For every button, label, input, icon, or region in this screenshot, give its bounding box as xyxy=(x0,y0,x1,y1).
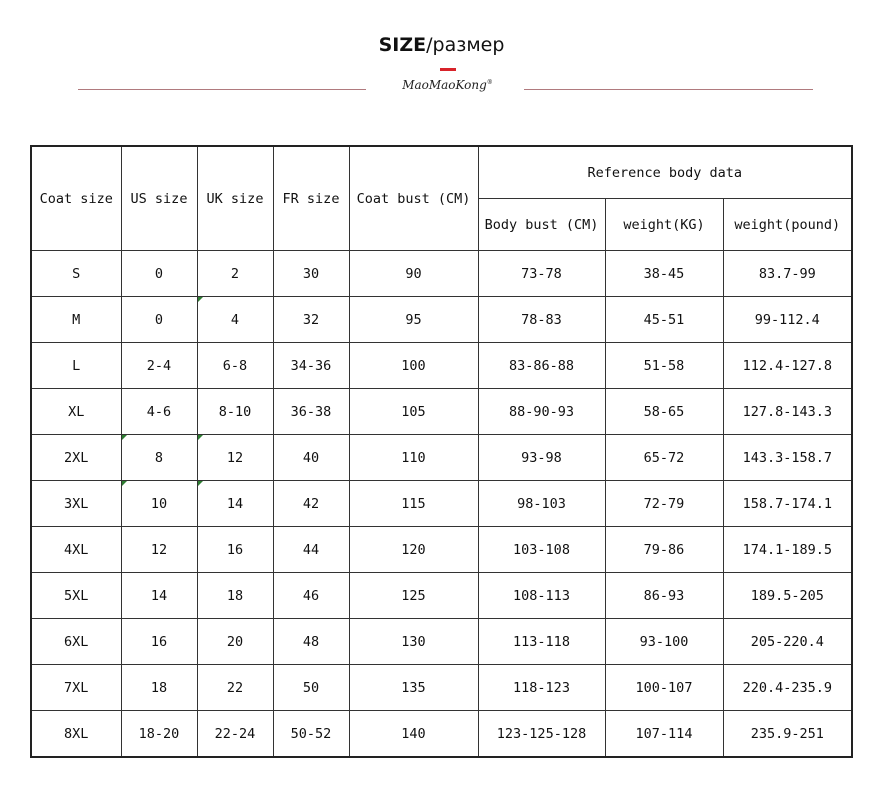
cell-coat-size: S xyxy=(31,251,121,297)
cell-coat-bust: 120 xyxy=(349,527,478,573)
cell-uk-size: 14 xyxy=(197,481,273,527)
left-divider xyxy=(78,89,366,90)
cell-coat-bust: 115 xyxy=(349,481,478,527)
header-fr-size: FR size xyxy=(273,146,349,251)
cell-weight-pound: 174.1-189.5 xyxy=(723,527,852,573)
cell-coat-bust: 105 xyxy=(349,389,478,435)
cell-coat-size: 8XL xyxy=(31,711,121,758)
right-divider xyxy=(524,89,813,90)
cell-body-bust: 73-78 xyxy=(478,251,605,297)
cell-uk-size: 22 xyxy=(197,665,273,711)
cell-body-bust: 108-113 xyxy=(478,573,605,619)
cell-weight-kg: 86-93 xyxy=(605,573,723,619)
table-row xyxy=(31,573,852,619)
header-us-size: US size xyxy=(121,146,197,251)
cell-weight-pound: 143.3-158.7 xyxy=(723,435,852,481)
cell-body-bust: 93-98 xyxy=(478,435,605,481)
cell-us-size: 10 xyxy=(121,481,197,527)
cell-uk-size: 20 xyxy=(197,619,273,665)
cell-weight-kg: 72-79 xyxy=(605,481,723,527)
cell-fr-size: 50-52 xyxy=(273,711,349,758)
cell-uk-size: 18 xyxy=(197,573,273,619)
table-row xyxy=(31,527,852,573)
cell-coat-bust: 130 xyxy=(349,619,478,665)
table-row xyxy=(31,665,852,711)
cell-weight-pound: 235.9-251 xyxy=(723,711,852,758)
header-coat-size: Coat size xyxy=(31,146,121,251)
cell-us-size: 0 xyxy=(121,251,197,297)
cell-fr-size: 50 xyxy=(273,665,349,711)
cell-us-size: 8 xyxy=(121,435,197,481)
brand-logo-text: MaoMaoKong xyxy=(402,78,487,92)
cell-us-size: 18 xyxy=(121,665,197,711)
cell-body-bust: 78-83 xyxy=(478,297,605,343)
cell-weight-kg: 51-58 xyxy=(605,343,723,389)
cell-weight-kg: 38-45 xyxy=(605,251,723,297)
cell-weight-kg: 100-107 xyxy=(605,665,723,711)
title-bold: SIZE xyxy=(378,34,427,56)
cell-us-size: 4-6 xyxy=(121,389,197,435)
cell-fr-size: 36-38 xyxy=(273,389,349,435)
size-chart-table xyxy=(30,145,853,758)
cell-weight-pound: 205-220.4 xyxy=(723,619,852,665)
header-weight-kg: weight(KG) xyxy=(605,199,723,251)
header-weight-pound: weight(pound) xyxy=(723,199,852,251)
cell-weight-pound: 127.8-143.3 xyxy=(723,389,852,435)
cell-us-size: 0 xyxy=(121,297,197,343)
cell-uk-size: 12 xyxy=(197,435,273,481)
cell-coat-bust: 100 xyxy=(349,343,478,389)
cell-fr-size: 46 xyxy=(273,573,349,619)
cell-coat-size: 4XL xyxy=(31,527,121,573)
title-accent-bar xyxy=(440,68,456,71)
page-title xyxy=(0,34,883,56)
cell-weight-pound: 99-112.4 xyxy=(723,297,852,343)
cell-coat-size: L xyxy=(31,343,121,389)
table-row xyxy=(31,711,852,758)
cell-weight-pound: 220.4-235.9 xyxy=(723,665,852,711)
cell-weight-pound: 189.5-205 xyxy=(723,573,852,619)
cell-coat-size: 6XL xyxy=(31,619,121,665)
header-reference-body-data: Reference body data xyxy=(478,146,852,199)
table-row xyxy=(31,251,852,297)
cell-us-size: 16 xyxy=(121,619,197,665)
cell-weight-pound: 112.4-127.8 xyxy=(723,343,852,389)
table-row xyxy=(31,389,852,435)
cell-body-bust: 98-103 xyxy=(478,481,605,527)
cell-uk-size: 6-8 xyxy=(197,343,273,389)
cell-fr-size: 32 xyxy=(273,297,349,343)
cell-us-size: 2-4 xyxy=(121,343,197,389)
cell-coat-size: 7XL xyxy=(31,665,121,711)
cell-coat-size: 3XL xyxy=(31,481,121,527)
cell-uk-size: 16 xyxy=(197,527,273,573)
cell-coat-size: M xyxy=(31,297,121,343)
cell-fr-size: 30 xyxy=(273,251,349,297)
cell-weight-kg: 65-72 xyxy=(605,435,723,481)
cell-uk-size: 22-24 xyxy=(197,711,273,758)
cell-us-size: 18-20 xyxy=(121,711,197,758)
cell-body-bust: 83-86-88 xyxy=(478,343,605,389)
header-uk-size: UK size xyxy=(197,146,273,251)
cell-weight-pound: 158.7-174.1 xyxy=(723,481,852,527)
cell-weight-kg: 79-86 xyxy=(605,527,723,573)
cell-uk-size: 4 xyxy=(197,297,273,343)
cell-coat-bust: 110 xyxy=(349,435,478,481)
cell-uk-size: 2 xyxy=(197,251,273,297)
brand-logo xyxy=(395,78,500,92)
table-row xyxy=(31,481,852,527)
cell-body-bust: 118-123 xyxy=(478,665,605,711)
cell-coat-bust: 95 xyxy=(349,297,478,343)
table-row xyxy=(31,297,852,343)
cell-coat-bust: 125 xyxy=(349,573,478,619)
cell-fr-size: 48 xyxy=(273,619,349,665)
cell-coat-size: XL xyxy=(31,389,121,435)
cell-us-size: 12 xyxy=(121,527,197,573)
cell-coat-bust: 140 xyxy=(349,711,478,758)
cell-weight-kg: 107-114 xyxy=(605,711,723,758)
cell-weight-kg: 45-51 xyxy=(605,297,723,343)
cell-fr-size: 42 xyxy=(273,481,349,527)
table-row xyxy=(31,619,852,665)
cell-weight-kg: 93-100 xyxy=(605,619,723,665)
cell-body-bust: 103-108 xyxy=(478,527,605,573)
header-coat-bust: Coat bust (CM) xyxy=(349,146,478,251)
cell-us-size: 14 xyxy=(121,573,197,619)
header-body-bust: Body bust (CM) xyxy=(478,199,605,251)
brand-logo-mark: ® xyxy=(486,79,493,86)
cell-uk-size: 8-10 xyxy=(197,389,273,435)
cell-fr-size: 34-36 xyxy=(273,343,349,389)
cell-coat-size: 5XL xyxy=(31,573,121,619)
cell-body-bust: 88-90-93 xyxy=(478,389,605,435)
cell-coat-size: 2XL xyxy=(31,435,121,481)
table-row xyxy=(31,343,852,389)
cell-fr-size: 40 xyxy=(273,435,349,481)
cell-body-bust: 123-125-128 xyxy=(478,711,605,758)
cell-fr-size: 44 xyxy=(273,527,349,573)
cell-body-bust: 113-118 xyxy=(478,619,605,665)
cell-coat-bust: 90 xyxy=(349,251,478,297)
title-rest: /размер xyxy=(426,34,505,56)
cell-weight-kg: 58-65 xyxy=(605,389,723,435)
cell-coat-bust: 135 xyxy=(349,665,478,711)
cell-weight-pound: 83.7-99 xyxy=(723,251,852,297)
table-row xyxy=(31,435,852,481)
